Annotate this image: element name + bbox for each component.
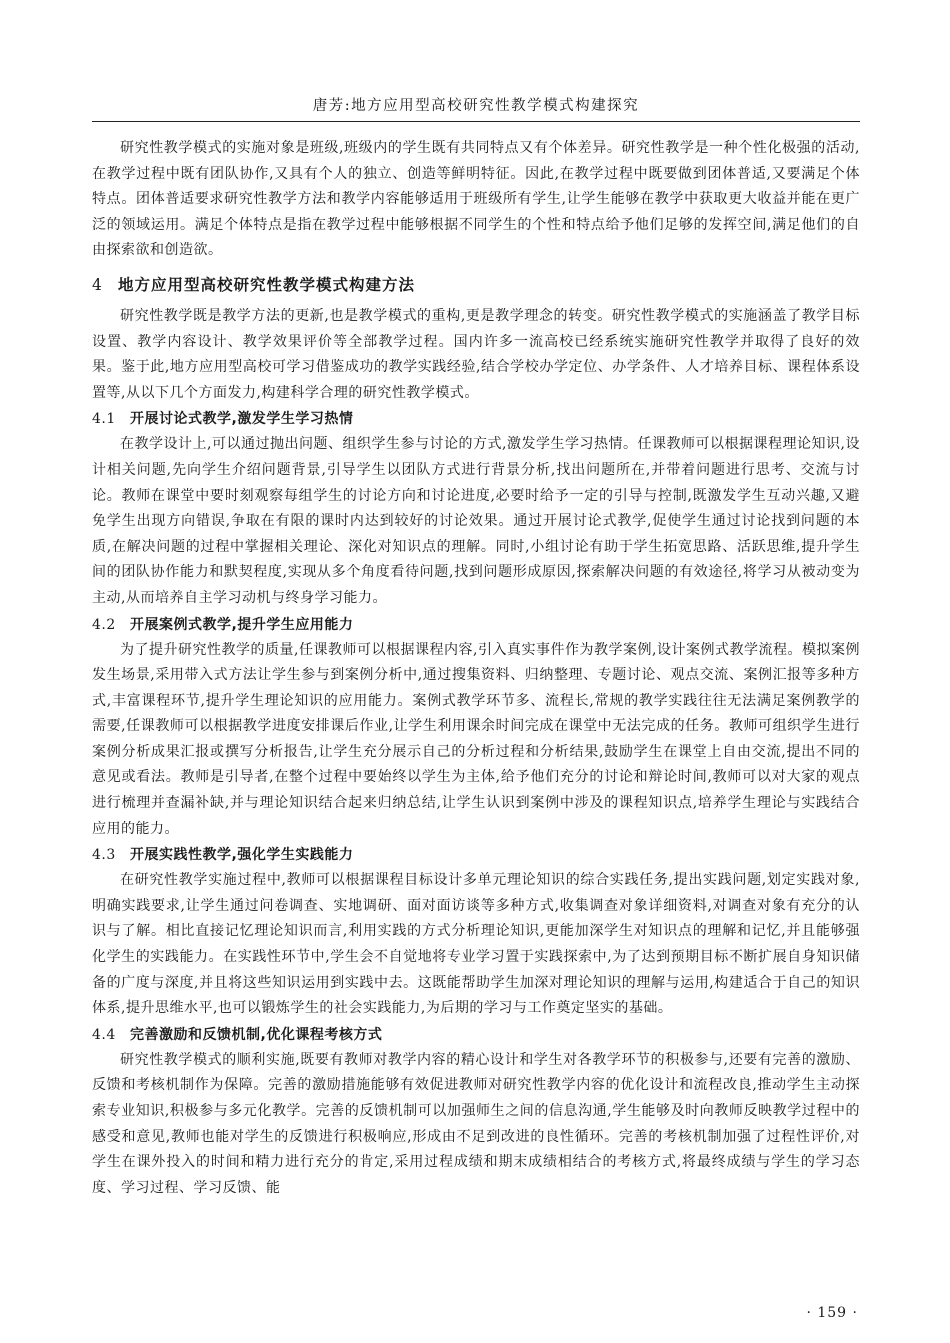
section-4-3-number: 4.3: [92, 847, 116, 864]
article-body: [92, 136, 860, 1201]
section-4-heading: [92, 273, 860, 295]
section-4-3-heading: [92, 842, 860, 868]
intro-paragraph: 研究性教学模式的实施对象是班级,班级内的学生既有共同特点又有个体差异。研究性教学是一种个性化极强的活动,在教学过程中既有团队协作,又具有个人的独立、创造等鲜明特征。因此,在教学过程中既要做到团体普适,又要满足个体特点。团体普适要求研究性教学方法和教学内容能够适用于班级所有学生,让学生能够在教学中获取更大收益并能在更广泛的领域运用。满足个体特点是指在教学过程中能够根据不同学生的个性和特点给予他们足够的发挥空间,满足他们的自由探索欲和创造欲。: [92, 140, 860, 259]
section-4-1-heading: [92, 406, 860, 432]
section-4-4-title: 完善激励和反馈机制,优化课程考核方式: [130, 1026, 383, 1043]
section-4-2-number: 4.2: [92, 616, 116, 633]
section-4-1-title: 开展讨论式教学,激发学生学习热情: [130, 411, 354, 428]
header-rule: [92, 121, 860, 122]
section-4-1-number: 4.1: [92, 411, 116, 428]
section-4-1-paragraph: 在教学设计上,可以通过抛出问题、组织学生参与讨论的方式,激发学生学习热情。任课教师可以根据课程理论知识,设计相关问题,先向学生介绍问题背景,引导学生以团队方式进行背景分析,找出问题所在,并带着问题进行思考、交流与讨论。教师在课堂中要时刻观察每组学生的讨论方向和讨论进度,必要时给予一定的引导与控制,既激发学生互动兴趣,又避免学生出现方向错误,争取在有限的课时内达到较好的讨论效果。通过开展讨论式教学,促使学生通过讨论找到问题的本质,在解决问题的过程中掌握相关理论、深化对知识点的理解。同时,小组讨论有助于学生拓宽思路、活跃思维,提升学生间的团队协作能力和默契程度,实现从多个角度看待问题,找到问题形成原因,探索解决问题的有效途径,将学习从被动变为主动,从而培养自主学习动机与终身学习能力。: [92, 436, 860, 606]
page-number: · 159 ·: [806, 1305, 858, 1321]
section-4-title: 地方应用型高校研究性教学模式构建方法: [118, 275, 416, 294]
section-4-3-paragraph: 在研究性教学实施过程中,教师可以根据课程目标设计多单元理论知识的综合实践任务,提出实践问题,划定实践对象,明确实践要求,让学生通过问卷调查、实地调研、面对面访谈等多种方式,收集调查对象详细资料,对调查对象有充分的认识与了解。相比直接记忆理论知识而言,利用实践的方式分析理论知识,更能加深学生对知识点的理解和记忆,并且能够强化学生的实践能力。在实践性环节中,学生会不自觉地将专业学习置于实践探索中,为了达到预期目标不断扩展自身知识储备的广度与深度,并且将这些知识运用到实践中去。这既能帮助学生加深对理论知识的理解与运用,构建适合于自己的知识体系,提升思维水平,也可以锻炼学生的社会实践能力,为后期的学习与工作奠定坚实的基础。: [92, 872, 860, 1017]
section-4-4-heading: [92, 1022, 860, 1048]
section-4-3-title: 开展实践性教学,强化学生实践能力: [130, 847, 354, 864]
section-4-2-heading: [92, 612, 860, 638]
section-4-paragraph: 研究性教学既是教学方法的更新,也是教学模式的重构,更是教学理念的转变。研究性教学模式的实施涵盖了教学目标设置、教学内容设计、教学效果评价等全部教学过程。国内许多一流高校已经系统实施研究性教学并取得了良好的效果。鉴于此,地方应用型高校可学习借鉴成功的教学实践经验,结合学校办学定位、办学条件、人才培养目标、课程体系设置等,从以下几个方面发力,构建科学合理的研究性教学模式。: [92, 307, 860, 401]
section-4-4-paragraph: 研究性教学模式的顺利实施,既要有教师对教学内容的精心设计和学生对各教学环节的积极参与,还要有完善的激励、反馈和考核机制作为保障。完善的激励措施能够有效促进教师对研究性教学内容的优化设计和流程改良,推动学生主动探索专业知识,积极参与多元化教学。完善的反馈机制可以加强师生之间的信息沟通,学生能够及时向教师反映教学过程中的感受和意见,教师也能对学生的反馈进行积极响应,形成由不足到改进的良性循环。完善的考核机制加强了过程性评价,对学生在课外投入的时间和精力进行充分的肯定,采用过程成绩和期末成绩相结合的考核方式,将最终成绩与学生的学习态度、学习过程、学习反馈、能: [92, 1051, 860, 1196]
section-4-2-paragraph: 为了提升研究性教学的质量,任课教师可以根据课程内容,引入真实事件作为教学案例,设计案例式教学流程。模拟案例发生场景,采用带入式方法让学生参与到案例分析中,通过搜集资料、归纳整理、专题讨论、观点交流、案例汇报等多种方式,丰富课程环节,提升学生理论知识的应用能力。案例式教学环节多、流程长,常规的教学实践往往无法满足案例教学的需要,任课教师可以根据教学进度安排课后作业,让学生利用课余时间完成在课堂中无法完成的任务。教师可组织学生进行案例分析成果汇报或撰写分析报告,让学生充分展示自己的分析过程和分析结果,鼓励学生在课堂上自由交流,提出不同的意见或看法。教师是引导者,在整个过程中要始终以学生为主体,给予他们充分的讨论和辩论时间,教师可以对大家的观点进行梳理并查漏补缺,并与理论知识结合起来归纳总结,让学生认识到案例中涉及的课程知识点,培养学生理论与实践结合应用的能力。: [92, 641, 860, 837]
section-4-number: 4: [92, 275, 103, 294]
running-head: 唐芳:地方应用型高校研究性教学模式构建探究: [312, 98, 640, 114]
section-4-4-number: 4.4: [92, 1026, 116, 1043]
section-4-2-title: 开展案例式教学,提升学生应用能力: [130, 616, 354, 633]
